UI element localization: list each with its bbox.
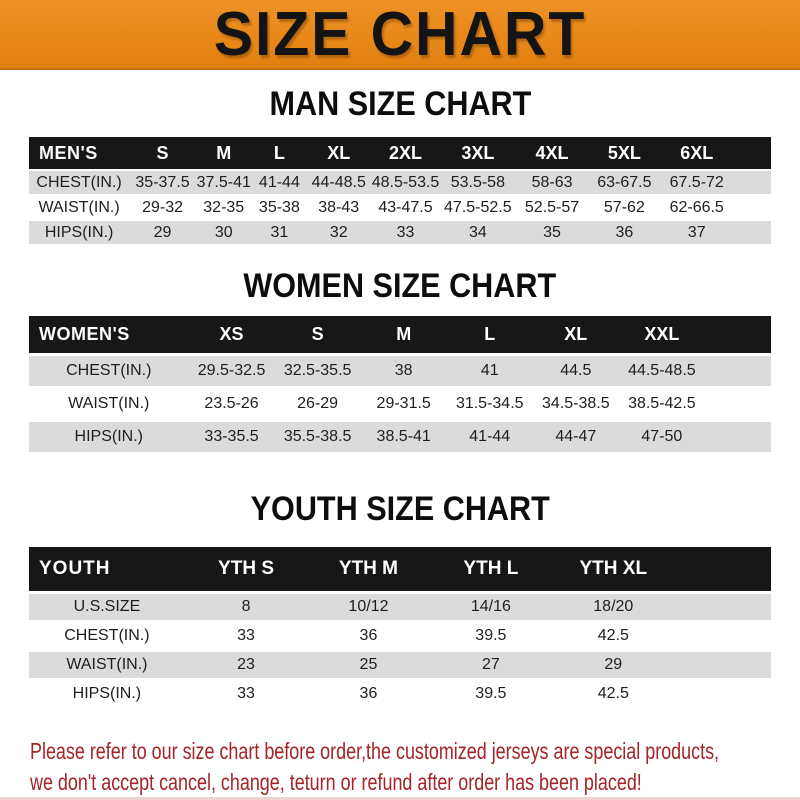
women-cell: 26-29 [275, 389, 361, 422]
men-cell: 67.5-72 [660, 169, 734, 196]
women-cell: 29.5-32.5 [189, 353, 275, 389]
men-cell: 53.5-58 [441, 169, 515, 196]
men-cell: 37 [660, 221, 734, 246]
women-cell: 41 [447, 353, 533, 389]
footer-note-line1: Please refer to our size chart before order,the customized jerseys are special products, [30, 738, 720, 764]
women-cell: 29-31.5 [361, 389, 447, 422]
men-cell: 38-43 [307, 196, 370, 221]
women-cell: 34.5-38.5 [533, 389, 619, 422]
men-col-header: 3XL [441, 137, 515, 169]
women-col-header: XL [533, 316, 619, 353]
women-cell: 38.5-41 [361, 422, 447, 455]
men-cell: 58-63 [515, 169, 589, 196]
youth-cell: 36 [307, 681, 429, 710]
youth-cell: 29 [552, 652, 674, 681]
men-cell: 31 [252, 221, 308, 246]
women-cell: 38 [361, 353, 447, 389]
men-header-filler [734, 137, 771, 169]
youth-cell-filler [675, 591, 772, 623]
youth-cell: 14/16 [430, 591, 552, 623]
youth-cell: 18/20 [552, 591, 674, 623]
men-col-header: L [252, 137, 308, 169]
men-cell: 35-37.5 [129, 169, 196, 196]
men-cell: 44-48.5 [307, 169, 370, 196]
women-chest-row [29, 353, 771, 389]
men-cell: 35 [515, 221, 589, 246]
women-cell-filler [705, 389, 771, 422]
women-cell: 23.5-26 [189, 389, 275, 422]
youth-cell-filler [675, 681, 772, 710]
men-cell: 37.5-41 [196, 169, 252, 196]
banner-title: SIZE CHART [213, 0, 587, 69]
men-row-label: HIPS(IN.) [29, 221, 129, 246]
women-row-label: WAIST(IN.) [29, 389, 189, 422]
youth-cell: 8 [185, 591, 307, 623]
men-heading-text: MAN SIZE CHART [269, 85, 531, 123]
youth-row-label: HIPS(IN.) [29, 681, 185, 710]
youth-col-header: YTH XL [552, 547, 674, 591]
youth-cell: 27 [430, 652, 552, 681]
women-cell: 44.5 [533, 353, 619, 389]
youth-cell: 33 [185, 681, 307, 710]
men-header-row [29, 137, 771, 169]
footer-note-line2: we don't accept cancel, change, teturn or refund after order has been placed! [30, 769, 642, 795]
men-cell: 63-67.5 [589, 169, 659, 196]
women-row-label: HIPS(IN.) [29, 422, 189, 455]
women-corner-label: WOMEN'S [29, 316, 189, 353]
youth-header-filler [675, 547, 772, 591]
men-cell-filler [734, 196, 771, 221]
men-col-header: M [196, 137, 252, 169]
youth-col-header: YTH S [185, 547, 307, 591]
youth-corner-label: YOUTH [29, 547, 185, 591]
youth-size-table [29, 547, 771, 710]
men-row-label: CHEST(IN.) [29, 169, 129, 196]
men-cell: 35-38 [252, 196, 308, 221]
women-cell-filler [705, 353, 771, 389]
men-row-label: WAIST(IN.) [29, 196, 129, 221]
youth-cell: 10/12 [307, 591, 429, 623]
men-hips-row [29, 221, 771, 246]
men-cell: 33 [370, 221, 440, 246]
women-waist-row [29, 389, 771, 422]
youth-cell: 36 [307, 623, 429, 652]
men-cell: 62-66.5 [660, 196, 734, 221]
men-cell: 30 [196, 221, 252, 246]
men-cell: 34 [441, 221, 515, 246]
women-section-heading [0, 268, 800, 304]
women-col-header: XXL [619, 316, 705, 353]
women-cell: 35.5-38.5 [275, 422, 361, 455]
youth-cell: 42.5 [552, 681, 674, 710]
women-header-row [29, 316, 771, 353]
youth-cell: 33 [185, 623, 307, 652]
women-col-header: M [361, 316, 447, 353]
men-cell: 32-35 [196, 196, 252, 221]
men-waist-row [29, 196, 771, 221]
men-cell: 52.5-57 [515, 196, 589, 221]
youth-hips-row [29, 681, 771, 710]
men-col-header: XL [307, 137, 370, 169]
youth-chest-row [29, 623, 771, 652]
women-cell: 32.5-35.5 [275, 353, 361, 389]
women-col-header: S [275, 316, 361, 353]
men-cell: 32 [307, 221, 370, 246]
men-chest-row [29, 169, 771, 196]
women-col-header: L [447, 316, 533, 353]
youth-ussize-row [29, 591, 771, 623]
youth-col-header: YTH M [307, 547, 429, 591]
women-cell-filler [705, 422, 771, 455]
men-cell: 29-32 [129, 196, 196, 221]
women-hips-row [29, 422, 771, 455]
youth-heading-text: YOUTH SIZE CHART [250, 490, 550, 528]
women-cell: 31.5-34.5 [447, 389, 533, 422]
men-cell: 41-44 [252, 169, 308, 196]
women-cell: 44.5-48.5 [619, 353, 705, 389]
men-cell: 43-47.5 [370, 196, 440, 221]
women-size-table [29, 316, 771, 455]
youth-cell: 42.5 [552, 623, 674, 652]
men-col-header: 5XL [589, 137, 659, 169]
youth-col-header: YTH L [430, 547, 552, 591]
youth-waist-row [29, 652, 771, 681]
women-cell: 41-44 [447, 422, 533, 455]
women-header-filler [705, 316, 771, 353]
women-cell: 44-47 [533, 422, 619, 455]
men-cell-filler [734, 169, 771, 196]
youth-row-label: CHEST(IN.) [29, 623, 185, 652]
women-cell: 38.5-42.5 [619, 389, 705, 422]
men-cell: 47.5-52.5 [441, 196, 515, 221]
women-col-header: XS [189, 316, 275, 353]
youth-header-row [29, 547, 771, 591]
youth-cell: 25 [307, 652, 429, 681]
youth-section-heading [0, 491, 800, 527]
men-cell: 57-62 [589, 196, 659, 221]
men-cell-filler [734, 221, 771, 246]
youth-cell: 23 [185, 652, 307, 681]
men-corner-label: MEN'S [29, 137, 129, 169]
women-cell: 47-50 [619, 422, 705, 455]
men-cell: 48.5-53.5 [370, 169, 440, 196]
men-size-table [29, 137, 771, 246]
men-col-header: 6XL [660, 137, 734, 169]
men-section-heading [0, 86, 800, 122]
men-col-header: 2XL [370, 137, 440, 169]
men-cell: 29 [129, 221, 196, 246]
youth-cell: 39.5 [430, 681, 552, 710]
size-chart-banner [0, 0, 800, 70]
men-col-header: 4XL [515, 137, 589, 169]
women-cell: 33-35.5 [189, 422, 275, 455]
youth-cell-filler [675, 623, 772, 652]
youth-cell-filler [675, 652, 772, 681]
women-row-label: CHEST(IN.) [29, 353, 189, 389]
men-col-header: S [129, 137, 196, 169]
footer-note [30, 736, 800, 798]
women-heading-text: WOMEN SIZE CHART [243, 267, 557, 305]
men-cell: 36 [589, 221, 659, 246]
youth-cell: 39.5 [430, 623, 552, 652]
youth-row-label: WAIST(IN.) [29, 652, 185, 681]
youth-row-label: U.S.SIZE [29, 591, 185, 623]
